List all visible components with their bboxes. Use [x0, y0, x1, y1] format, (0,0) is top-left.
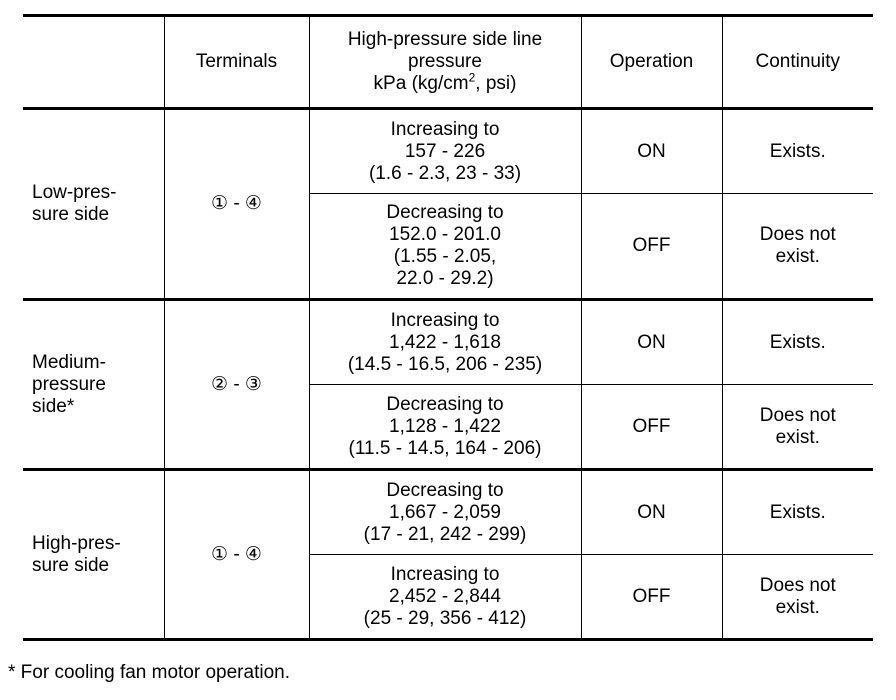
side-cell — [23, 300, 164, 470]
continuity-cell-line: exist. — [775, 426, 820, 448]
continuity-cell-line: exist. — [775, 246, 820, 267]
pressure-cell-line: (17 - 21, 242 - 299) — [363, 523, 527, 545]
side-cell — [23, 109, 164, 300]
pressure-cell-line: 157 - 226 — [404, 140, 486, 162]
continuity-cell — [722, 470, 873, 555]
header-side — [23, 16, 164, 109]
operation-cell: OFF — [581, 555, 722, 640]
table-row — [23, 470, 873, 555]
header-pressure-line: High-pressure side line — [347, 29, 543, 50]
pressure-cell-line: Increasing to — [390, 118, 500, 140]
pressure-cell-line: Decreasing to — [386, 202, 504, 223]
pressure-cell-line: 1,422 - 1,618 — [389, 331, 501, 353]
pressure-cell-line: (14.5 - 16.5, 206 - 235) — [347, 353, 543, 375]
pressure-cell-line: Increasing to — [390, 563, 500, 585]
operation-cell: ON — [581, 470, 722, 555]
side-cell — [23, 470, 164, 640]
continuity-cell-line: Exists. — [769, 140, 826, 162]
pressure-cell — [309, 385, 581, 470]
continuity-cell-line: Does not — [759, 574, 836, 596]
terminals-cell: ① - ④ — [164, 109, 309, 300]
continuity-cell — [722, 385, 873, 470]
pressure-switch-table — [23, 14, 873, 641]
pressure-cell-line: (1.6 - 2.3, 23 - 33) — [368, 162, 522, 184]
continuity-cell-line: Exists. — [769, 331, 826, 353]
pressure-cell-line: (25 - 29, 356 - 412) — [363, 607, 527, 629]
header-terminals: Terminals — [164, 16, 309, 109]
footnote: * For cooling fan motor operation. — [8, 662, 290, 683]
pressure-cell-line: 152.0 - 201.0 — [389, 224, 501, 245]
operation-cell: OFF — [581, 385, 722, 470]
unit-superscript: 2 — [468, 70, 476, 85]
table-row — [23, 109, 873, 194]
header-continuity: Continuity — [722, 16, 873, 109]
side-cell-line: sure side — [32, 554, 110, 576]
unit-prefix: kPa (kg/cm — [373, 73, 469, 94]
side-cell-line: Medium- — [32, 351, 106, 373]
pressure-cell-line: 22.0 - 29.2) — [396, 268, 494, 289]
continuity-cell — [722, 109, 873, 194]
continuity-cell — [722, 300, 873, 385]
pressure-cell-line: Decreasing to — [386, 479, 504, 501]
continuity-cell-line: Does not — [759, 224, 836, 245]
table-header — [23, 16, 873, 109]
pressure-cell — [309, 300, 581, 385]
pressure-cell-line: 1,128 - 1,422 — [389, 415, 501, 437]
side-cell-line: sure side — [32, 204, 110, 225]
side-cell-line: pressure — [32, 373, 106, 395]
pressure-cell-line: 1,667 - 2,059 — [389, 501, 501, 523]
pressure-cell — [309, 194, 581, 300]
side-cell-line: side* — [32, 395, 75, 417]
pressure-cell-line: (1.55 - 2.05, — [393, 246, 497, 267]
side-cell-line: Low-pres- — [32, 182, 117, 203]
pressure-cell — [309, 109, 581, 194]
continuity-cell — [722, 194, 873, 300]
header-operation: Operation — [581, 16, 722, 109]
header-pressure-unit — [310, 70, 581, 95]
operation-cell: OFF — [581, 194, 722, 300]
continuity-cell-line: Does not — [759, 404, 836, 426]
operation-cell: ON — [581, 300, 722, 385]
terminals-cell: ① - ④ — [164, 470, 309, 640]
header-pressure-line: pressure — [408, 51, 482, 72]
pressure-cell — [309, 555, 581, 640]
operation-cell: ON — [581, 109, 722, 194]
pressure-cell-line: (11.5 - 14.5, 164 - 206) — [348, 437, 542, 459]
header-row — [23, 16, 873, 109]
pressure-cell-line: Decreasing to — [386, 393, 504, 415]
header-pressure — [309, 16, 581, 109]
pressure-cell — [309, 470, 581, 555]
continuity-cell-line: exist. — [775, 596, 820, 618]
side-cell-line: High-pres- — [32, 532, 121, 554]
continuity-cell-line: Exists. — [769, 501, 826, 523]
pressure-cell-line: Increasing to — [390, 309, 500, 331]
unit-suffix: , psi) — [475, 73, 517, 94]
table-row — [23, 300, 873, 385]
continuity-cell — [722, 555, 873, 640]
table-body — [23, 109, 873, 640]
pressure-cell-line: 2,452 - 2,844 — [389, 585, 501, 607]
terminals-cell: ② - ③ — [164, 300, 309, 470]
